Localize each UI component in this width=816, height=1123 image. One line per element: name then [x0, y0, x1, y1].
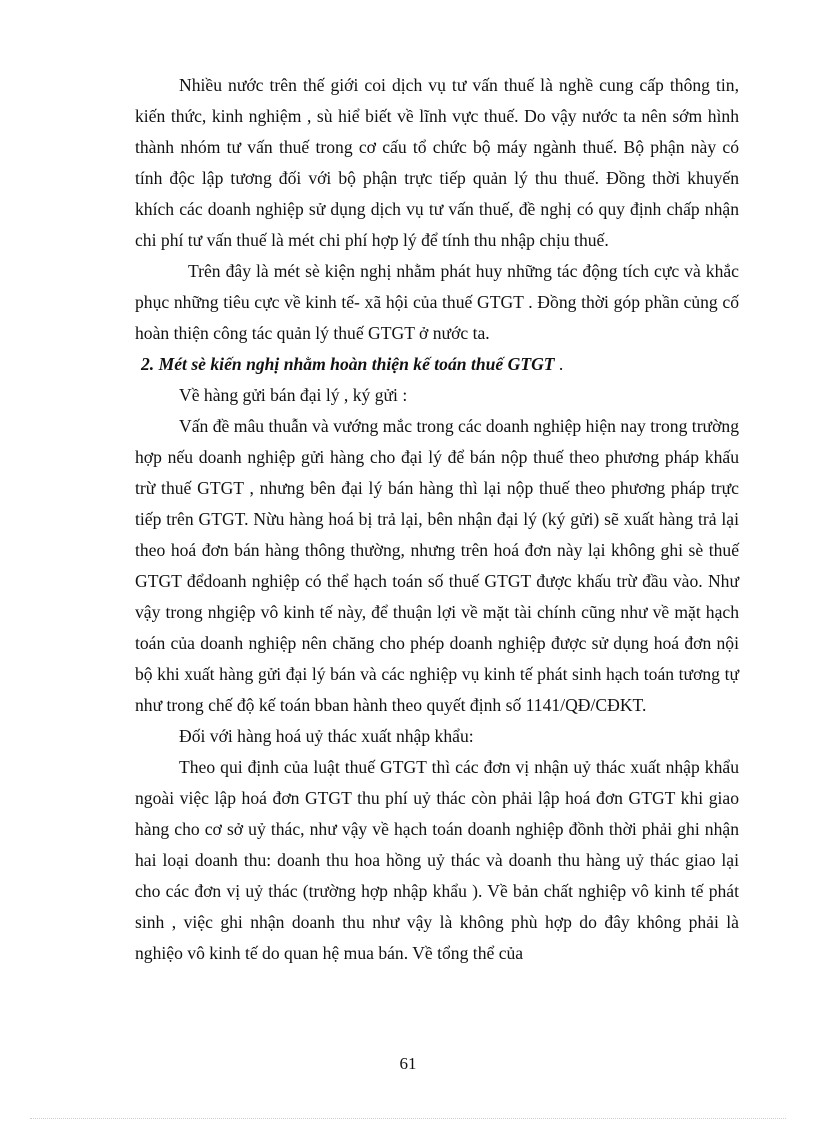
page-number: 61 — [399, 1054, 417, 1073]
subheading-import-export: Đối với hàng hoá uỷ thác xuất nhập khẩu: — [179, 726, 474, 746]
section-heading-tail: . — [554, 354, 564, 374]
paragraph-tax-advisory: Nhiều nước trên thế giới coi dịch vụ tư vấn thuế là nghề cung cấp thông tin, kiến thức, kinh nghiệm , sù hiể biết về lĩnh vực thuế. Do vậy nước ta nên sớm hình thành nhóm tư vấn thuế trong cơ cấu tổ chức bộ máy ngành thuế. Bộ phận này có tính độc lập tương đối với bộ phận trực tiếp quản lý thu thuế. Đồng thời khuyến khích các doanh nghiệp sử dụng dịch vụ tư vấn thuế, đề nghị có quy định chấp nhận chi phí tư vấn thuế là mét chi phí hợp lý để tính thu nhập chịu thuế. — [135, 75, 739, 250]
paragraph-import-export: Theo qui định của luật thuế GTGT thì các đơn vị nhận uỷ thác xuất nhập khẩu ngoài việc lập hoá đơn GTGT thu phí uỷ thác còn phải lập hoá đơn GTGT khi giao hàng cho cơ sở uỷ thác, như vậy về hạch toán doanh nghiệp đồnh thời phải ghi nhận hai loại doanh thu: doanh thu hoa hồng uỷ thác và doanh thu hàng uỷ thác giao lại cho các đơn vị uỷ thác (trường hợp nhập khẩu ). Về bản chất nghiệp vô kinh tế phát sinh , việc ghi nhận doanh thu như vậy là không phù hợp do đây không phải là nghiệo vô kinh tế do quan hệ mua bán. Về tổng thể của — [135, 757, 739, 963]
paragraph-recommendations-summary: Trên đây là mét sè kiện nghị nhằm phát huy những tác động tích cực và khắc phục những tiêu cực về kinh tế- xã hội của thuế GTGT . Đồng thời góp phần củng cố hoàn thiện công tác quản lý thuế GTGT ở nước ta. — [135, 261, 739, 343]
page-body — [135, 70, 739, 969]
page-bottom-divider — [30, 1118, 786, 1119]
section-heading-title: 2. Mét sè kiến nghị nhằm hoàn thiện kế toán thuế GTGT — [141, 354, 555, 374]
subheading-consignment: Về hàng gửi bán đại lý , ký gửi : — [179, 385, 408, 405]
paragraph-consignment: Vấn đề mâu thuẫn và vướng mắc trong các doanh nghiệp hiện nay trong trường hợp nếu doanh nghiệp gửi hàng cho đại lý để bán nộp thuế theo phương pháp khấu trừ thuế GTGT , nhưng bên đại lý bán hàng thì lại nộp thuế theo phương pháp trực tiếp trên GTGT. Nừu hàng hoá bị trả lại, bên nhận đại lý (ký gửi) sẽ xuất hàng trả lại theo hoá đơn bán hàng thông thường, nhưng trên hoá đơn này lại không ghi sè thuế GTGT đểdoanh nghiệp có thể hạch toán số thuế GTGT được khấu trừ đầu vào. Như vậy trong nhgiệp vô kinh tế này, để thuận lợi về mặt tài chính cũng như về mặt hạch toán của doanh nghiệp nên chăng cho phép doanh nghiệp được sử dụng hoá đơn nội bộ khi xuất hàng gửi đại lý bán và các nghiệp vụ kinh tế phát sinh hạch toán tương tự như trong chế độ kế toán bban hành theo quyết định số 1141/QĐ/CĐKT. — [135, 416, 739, 715]
section-heading — [135, 349, 739, 380]
